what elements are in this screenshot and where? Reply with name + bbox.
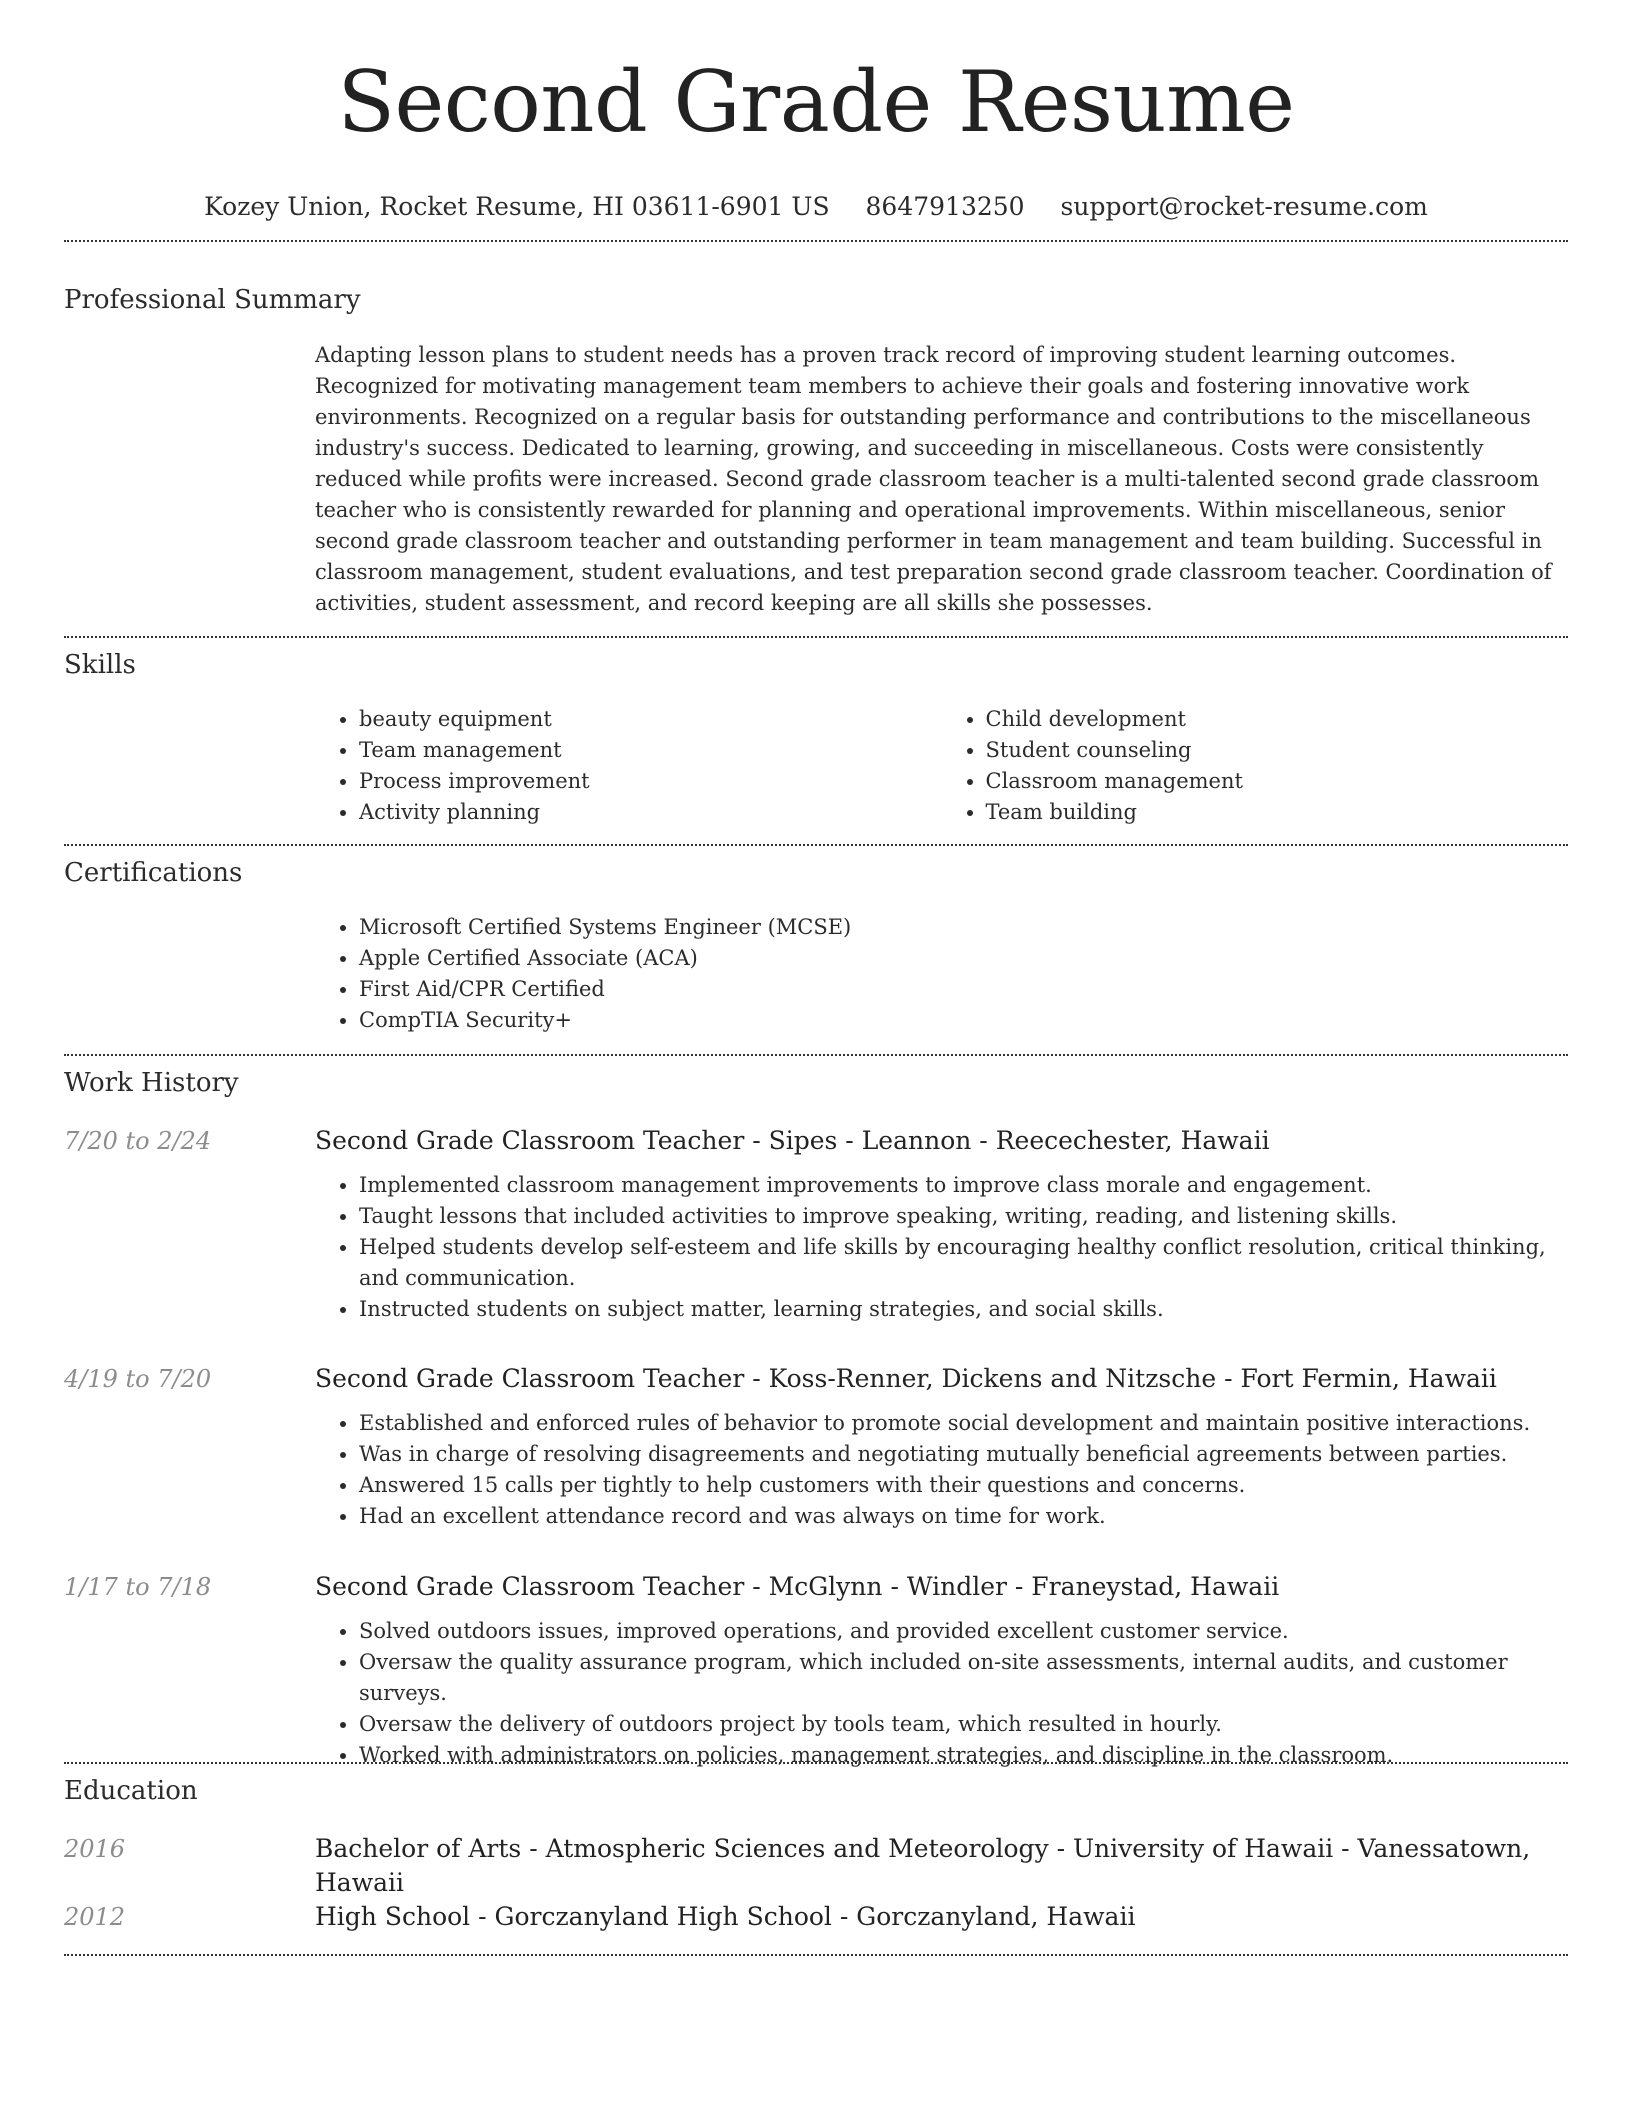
job-bullets [315, 1408, 1568, 1532]
job-bullets [315, 1616, 1568, 1771]
contact-phone: 8647913250 [865, 192, 1025, 221]
education-entry [315, 1900, 1568, 1934]
job-bullet: • Had an excellent attendance record and was always on time for work. [359, 1501, 1568, 1532]
education-text: Bachelor of Arts - Atmospheric Sciences and Meteorology - University of Hawaii - Vanessatown, Hawaii [315, 1834, 1531, 1897]
job-bullet: • Instructed students on subject matter, learning strategies, and social skills. [359, 1294, 1568, 1325]
certification-item: • Apple Certified Associate (ACA) [359, 943, 1568, 974]
resume-title: Second Grade Resume [337, 53, 1295, 151]
section-heading-summary: Professional Summary [64, 285, 361, 315]
divider [64, 1762, 1568, 1764]
job-dates: 7/20 to 2/24 [64, 1127, 212, 1155]
job-bullet: • Oversaw the quality assurance program, which included on-site assessments, internal audits, and customer surveys. [359, 1647, 1568, 1709]
skill-item: • beauty equipment [359, 704, 942, 735]
skill-item: • Activity planning [359, 797, 942, 828]
divider [64, 1954, 1568, 1956]
job-bullet: • Worked with administrators on policies, management strategies, and discipline in the classroom. [359, 1740, 1568, 1771]
job-bullet: • Helped students develop self-esteem and life skills by encouraging healthy conflict resolution, critical thinking, and communication. [359, 1232, 1568, 1294]
job-bullet: • Answered 15 calls per tightly to help customers with their questions and concerns. [359, 1470, 1568, 1501]
certification-item: • CompTIA Security+ [359, 1005, 1568, 1036]
job-dates: 1/17 to 7/18 [64, 1573, 212, 1601]
job-title: Second Grade Classroom Teacher - Sipes - Leannon - Reecechester, Hawaii [315, 1126, 1270, 1155]
job-bullet: • Implemented classroom management improvements to improve class morale and engagement. [359, 1170, 1568, 1201]
certification-item: • Microsoft Certified Systems Engineer (MCSE) [359, 912, 1568, 943]
summary-section [315, 340, 1568, 619]
job-entry [315, 1570, 1568, 1771]
job-title: Second Grade Classroom Teacher - Koss-Renner, Dickens and Nitzsche - Fort Fermin, Hawaii [315, 1364, 1497, 1393]
contact-email: support@rocket-resume.com [1060, 192, 1428, 221]
skills-list-left [315, 704, 942, 828]
skill-item: • Team building [986, 797, 1569, 828]
job-bullet: • Established and enforced rules of behavior to promote social development and maintain positive interactions. [359, 1408, 1568, 1439]
divider [64, 240, 1568, 242]
section-heading-skills: Skills [64, 650, 136, 680]
job-dates: 4/19 to 7/20 [64, 1365, 212, 1393]
education-text: High School - Gorczanyland High School - Gorczanyland, Hawaii [315, 1902, 1136, 1931]
education-entry [315, 1832, 1568, 1900]
job-entry [315, 1124, 1568, 1325]
summary-text: Adapting lesson plans to student needs has a proven track record of improving student learning outcomes. Recognized for motivating management team members to achieve their goals and fostering innovative work environments. Recognized on a regular basis for outstanding performance and contributions to the miscellaneous industry's success. Dedicated to learning, growing, and succeeding in miscellaneous. Costs were consistently reduced while profits were increased. Second grade classroom teacher is a multi-talented second grade classroom teacher who is consistently rewarded for planning and operational improvements. Within miscellaneous, senior second grade classroom teacher and outstanding performer in team management and team building. Successful in classroom management, student evaluations, and test preparation second grade classroom teacher. Coordination of activities, student assessment, and record keeping are all skills she possesses. [315, 343, 1552, 615]
section-heading-certifications: Certifications [64, 858, 243, 888]
certifications-section [315, 912, 1568, 1036]
job-bullet: • Solved outdoors issues, improved operations, and provided excellent customer service. [359, 1616, 1568, 1647]
job-bullet: • Was in charge of resolving disagreements and negotiating mutually beneficial agreements between parties. [359, 1439, 1568, 1470]
skill-item: • Classroom management [986, 766, 1569, 797]
section-heading-education: Education [64, 1776, 198, 1806]
section-heading-work: Work History [64, 1068, 239, 1098]
skill-item: • Student counseling [986, 735, 1569, 766]
skill-item: • Team management [359, 735, 942, 766]
skills-list-right [942, 704, 1569, 828]
education-year: 2016 [64, 1835, 126, 1863]
job-bullet: • Taught lessons that included activities to improve speaking, writing, reading, and listening skills. [359, 1201, 1568, 1232]
divider [64, 636, 1568, 638]
skill-item: • Child development [986, 704, 1569, 735]
job-title: Second Grade Classroom Teacher - McGlynn - Windler - Franeystad, Hawaii [315, 1572, 1280, 1601]
divider [64, 844, 1568, 846]
divider [64, 1054, 1568, 1056]
contact-line [0, 190, 1632, 224]
contact-address: Kozey Union, Rocket Resume, HI 03611-6901 US [204, 192, 830, 221]
job-bullet: • Oversaw the delivery of outdoors project by tools team, which resulted in hourly. [359, 1709, 1568, 1740]
education-year: 2012 [64, 1903, 126, 1931]
job-bullets [315, 1170, 1568, 1325]
skill-item: • Process improvement [359, 766, 942, 797]
certifications-list [315, 912, 1568, 1036]
job-entry [315, 1362, 1568, 1532]
certification-item: • First Aid/CPR Certified [359, 974, 1568, 1005]
skills-section [315, 704, 1568, 828]
